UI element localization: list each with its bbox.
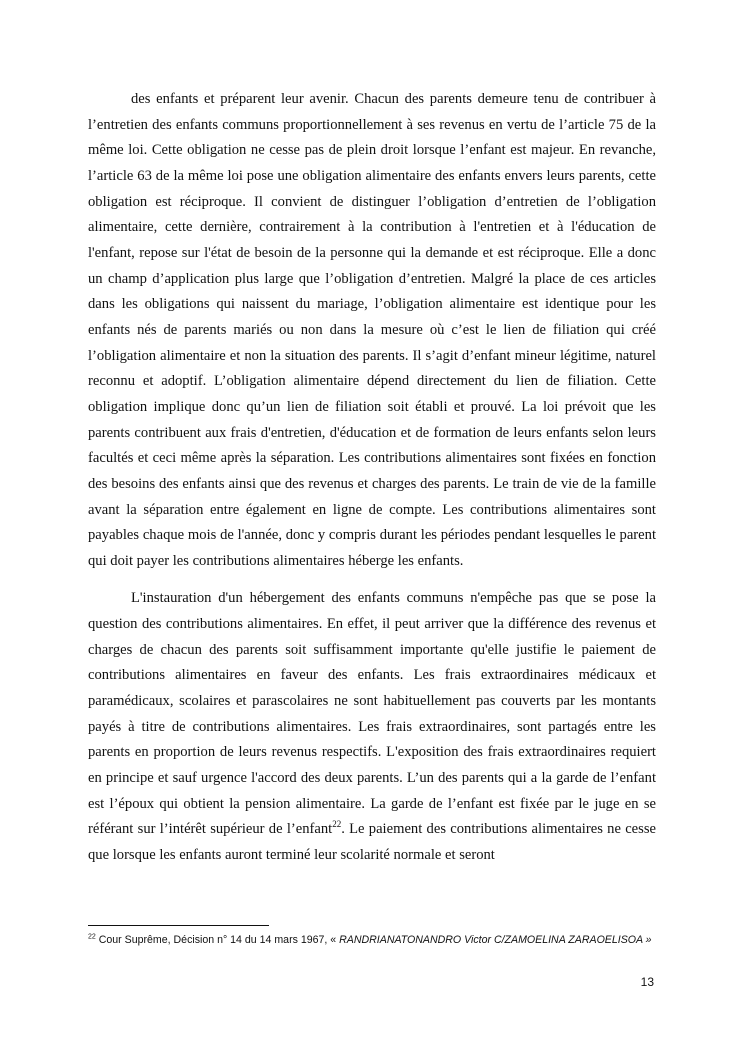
body-text [88, 87, 656, 869]
paragraph-2 [88, 586, 656, 868]
footnote [88, 932, 656, 948]
footnote-reference[interactable]: 22 [332, 819, 342, 830]
paragraph-2-text-b: . Le paiement des contributions alimentaires ne cesse que lorsque les enfants auront terminé leur scolarité normale et seront [88, 821, 656, 864]
footnote-number: 22 [88, 933, 96, 941]
footnote-text: Cour Suprême, Décision n° 14 du 14 mars 1967, « [98, 934, 337, 946]
footnote-separator [88, 925, 269, 926]
paragraph-1-text: des enfants et préparent leur avenir. Chacun des parents demeure tenu de contribuer à l’entretien des enfants communs proportionnellement à ses revenus en vertu de l’article 75 de la même loi. Cette obligation ne cesse pas de plein droit lorsque l’enfant est majeur. En revanche, l’article 63 de la même loi pose une obligation alimentaire des enfants envers leurs parents, cette obligation est réciproque. Il convient de distinguer l’obligation d’entretien de l’obligation alimentaire, cette dernière, contrairement à la contribution à l'entretien et à l'éducation de l'enfant, repose sur l'état de besoin de la personne qui la demande et est réciproque. Elle a donc un champ d’application plus large que l’obligation d’entretien. Malgré la place de ces articles dans les obligations qui naissent du mariage, l’obligation alimentaire est identique pour les enfants nés de parents mariés ou non dans la mesure où c’est le lien de filiation qui créé l’obligation alimentaire et non la situation des parents. Il s’agit d’enfant mineur légitime, naturel reconnu et adoptif. L’obligation alimentaire dépend directement du lien de filiation. Cette obligation implique donc qu’un lien de filiation soit établi et prouvé. La loi prévoit que les parents contribuent aux frais d'entretien, d'éducation et de formation de leurs enfants selon leurs facultés et ceci même après la séparation. Les contributions alimentaires sont fixées en fonction des besoins des enfants ainsi que des revenus et charges des parents. Le train de vie de la famille avant la séparation entre également en ligne de compte. Les contributions alimentaires sont payables chaque mois de l'année, donc y compris durant les périodes pendant lesquelles le parent qui doit payer les contributions alimentaires héberge les enfants. [88, 91, 656, 569]
paragraph-1 [88, 87, 656, 574]
page-number: 13 [640, 975, 654, 989]
paragraph-2-text-a: L'instauration d'un hébergement des enfants communs n'empêche pas que se pose la question des contributions alimentaires. En effet, il peut arriver que la différence des revenus et charges de chacun des parents soit suffisamment importante qu'elle justifie le paiement de contributions alimentaires en faveur des enfants. Les frais extraordinaires médicaux et paramédicaux, scolaires et parascolaires ne sont habituellement pas couverts par les montants payés à titre de contributions alimentaires. Les frais extraordinaires, sont partagés entre les parents en proportion de leurs revenus respectifs. L'exposition des frais extraordinaires requiert en principe et sauf urgence l'accord des deux parents. L’un des parents qui a la garde de l’enfant est l’époux qui obtient la pension alimentaire. La garde de l’enfant est fixée par le juge en se référant sur l’intérêt supérieur de l’enfant [88, 590, 656, 838]
footnote-case-name: RANDRIANATONANDRO Victor C/ZAMOELINA ZARAOELISOA » [339, 934, 652, 946]
